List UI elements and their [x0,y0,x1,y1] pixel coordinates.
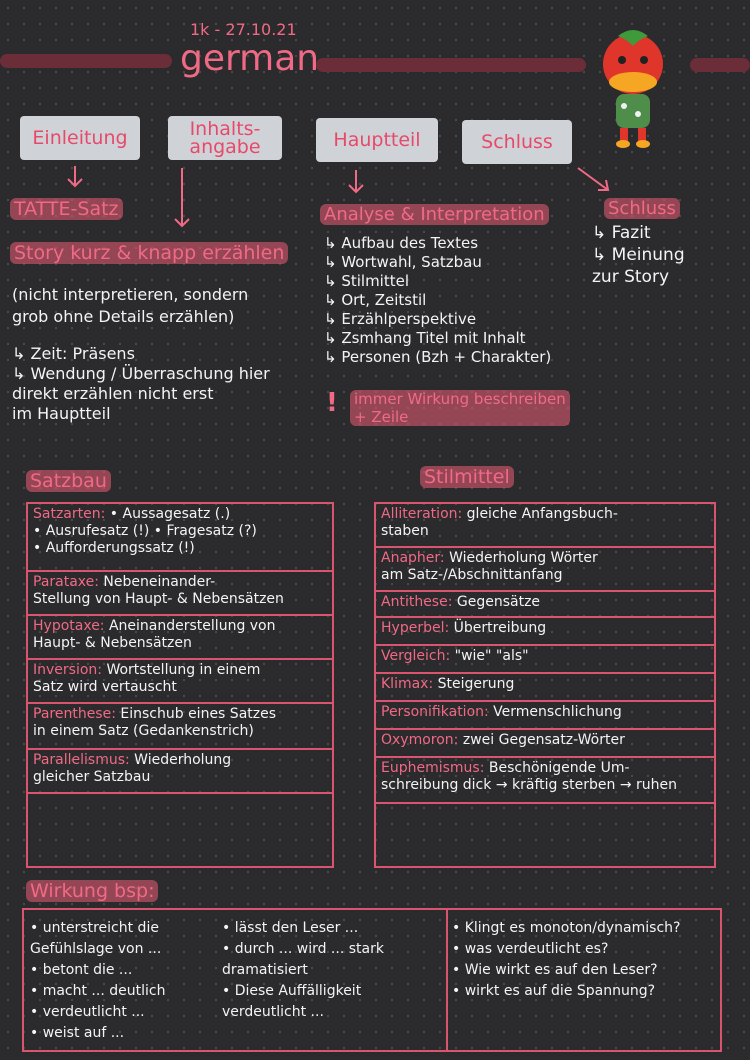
term: Hypotaxe: [33,618,105,634]
definition: Wortstellung in einem Satz wird vertauscht [33,662,261,695]
header-bar-far-right [690,58,750,72]
table-row [28,704,332,750]
table-row [376,646,714,674]
table-row [376,592,714,618]
term: Parallelismus: [33,752,130,768]
tab-hauptteil: Hauptteil [316,118,438,162]
term: Satzarten: [33,506,106,522]
definition: Nebeneinander- Stellung von Haupt- & Nebensätzen [33,574,284,607]
einleitung-heading: TATTE-Satz [10,198,123,220]
table-row [376,504,714,548]
term: Parenthese: [33,706,116,722]
table-row [376,548,714,592]
arrow-down-icon [172,168,192,230]
definition: zwei Gegensatz-Wörter [458,732,625,748]
term: Parataxe: [33,574,99,590]
wirkung-col-1: • unterstreicht die Gefühlslage von ... • betont die ... • macht ... deutlich • verdeutlicht ... • weist auf ... [30,920,166,1041]
schluss-points: ↳ Fazit ↳ Meinung zur Story [592,223,685,287]
term: Klimax: [381,676,434,692]
definition: Übertreibung [449,620,547,636]
wirkung-divider [446,910,448,1050]
term: Anapher: [381,550,445,566]
wirkung-col-2: • lässt den Leser ... • durch ... wird ... stark dramatisiert • Diese Auffälligkeit verdeutlicht ... [222,920,384,1020]
term: Inversion: [33,662,102,678]
header-bar-right [316,58,586,72]
tab-schluss: Schluss [462,120,572,164]
arrow-down-icon [346,170,366,196]
table-row [376,730,714,758]
header-bar-left [0,54,172,68]
inhaltsangabe-heading: Story kurz & knapp erzählen [10,242,288,264]
table-row [376,702,714,730]
satzbau-title: Satzbau [26,470,111,492]
definition: • Aussagesatz (.) • Ausrufesatz (!) • Fragesatz (?) • Aufforderungssatz (!) [33,506,257,556]
definition: Wiederholung gleicher Satzbau [33,752,232,785]
definition: "wie" "als" [450,648,529,664]
definition: Wiederholung Wörter am Satz-/Abschnittanfang [381,550,598,583]
hauptteil-points: ↳ Aufbau des Textes ↳ Wortwahl, Satzbau ↳ Stilmittel ↳ Ort, Zeitstil ↳ Erzählperspektive ↳ Zsmhang Titel mit Inhalt ↳ Personen (Bzh + Charakter) [324,234,552,366]
wirkung-title: Wirkung bsp: [26,880,158,902]
term: Personifikation: [381,704,489,720]
table-row [28,572,332,616]
term: Vergleich: [381,648,451,664]
arrow-down-icon [65,166,85,190]
table-row-empty [376,804,714,808]
stilmittel-table [374,502,716,868]
definition: Beschönigende Um- schreibung dick → kräftig sterben → ruhen [381,760,677,793]
table-row [376,674,714,702]
wirkung-col-3: • Klingt es monoton/dynamisch? • was verdeutlicht es? • Wie wirkt es auf den Leser? • wirkt es auf die Spannung? [452,920,681,999]
term: Antithese: [381,594,453,610]
table-row-empty [28,794,332,798]
stilmittel-title: Stilmittel [420,466,514,488]
header-date: 1k - 27.10.21 [190,20,297,39]
definition: Aneinanderstellung von Haupt- & Nebensätzen [33,618,276,651]
term: Hyperbel: [381,620,450,636]
term: Euphemismus: [381,760,485,776]
hauptteil-heading: Analyse & Interpretation [320,204,549,225]
schluss-heading: Schluss [604,198,680,219]
definition: gleiche Anfangsbuch- staben [381,506,618,539]
definition: Einschub eines Satzes in einem Satz (Gedankenstrich) [33,706,277,739]
tomato-duck-character-icon [598,24,668,154]
table-row [28,660,332,704]
inhaltsangabe-paren: (nicht interpretieren, sondern grob ohne Details erzählen) [12,285,249,326]
table-row [376,618,714,646]
table-row [376,758,714,804]
definition: Gegensätze [452,594,541,610]
table-row [28,616,332,660]
table-row [28,750,332,794]
hauptteil-warning: immer Wirkung beschreiben + Zeile [350,390,570,426]
tab-einleitung: Einleitung [20,116,140,160]
arrow-diagonal-icon [576,166,612,194]
inhaltsangabe-points: ↳ Zeit: Präsens ↳ Wendung / Überraschung hier direkt erzählen nicht erst im Hauptteil [12,344,270,423]
page-title: german [180,38,320,79]
term: Alliteration: [381,506,463,522]
warning-icon: ! [326,388,338,418]
term: Oxymoron: [381,732,459,748]
satzbau-table [26,502,334,868]
tab-inhaltsangabe: Inhalts- angabe [168,116,282,160]
definition: Steigerung [433,676,515,692]
definition: Vermenschlichung [488,704,622,720]
table-row [28,504,332,572]
